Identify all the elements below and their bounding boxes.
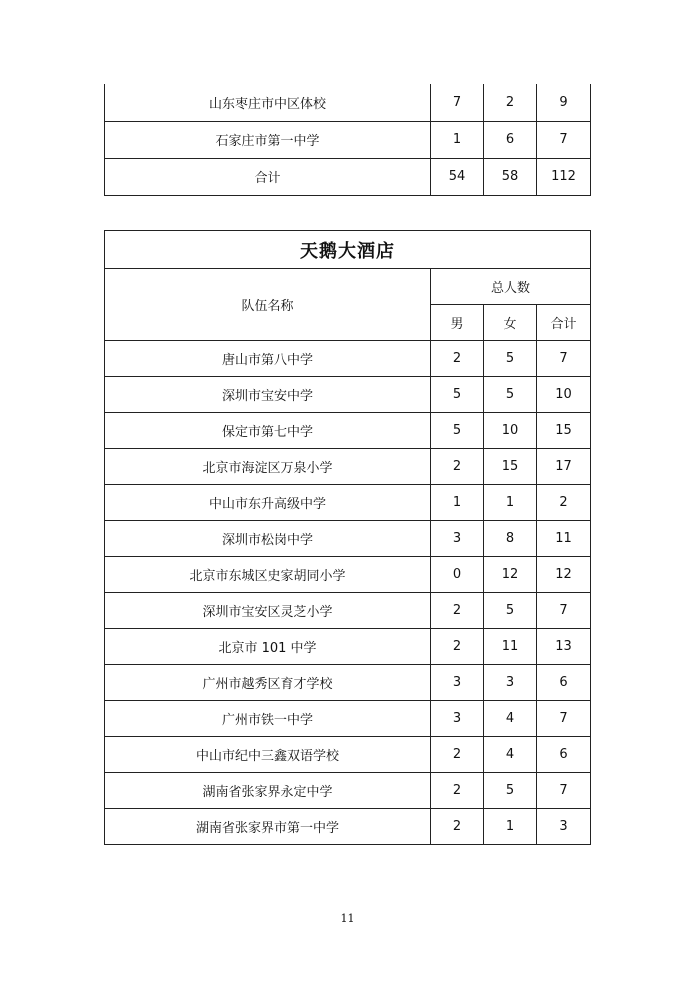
total-count-cell: 7 bbox=[537, 773, 591, 809]
team-name-cell: 深圳市宝安中学 bbox=[105, 377, 431, 413]
hotel-title: 天鹅大酒店 bbox=[105, 231, 591, 269]
female-count-cell: 5 bbox=[484, 341, 537, 377]
total-count-cell: 2 bbox=[537, 485, 591, 521]
female-count-cell: 5 bbox=[484, 377, 537, 413]
team-name-cell: 广州市越秀区育才学校 bbox=[105, 665, 431, 701]
female-count-cell: 3 bbox=[484, 665, 537, 701]
table-row bbox=[105, 557, 591, 593]
team-name-header: 队伍名称 bbox=[105, 269, 431, 341]
male-count-cell: 0 bbox=[431, 557, 484, 593]
female-count-cell: 11 bbox=[484, 629, 537, 665]
total-count-cell: 11 bbox=[537, 521, 591, 557]
team-name-cell: 中山市东升高级中学 bbox=[105, 485, 431, 521]
summary-label: 合计 bbox=[105, 158, 431, 195]
table-row bbox=[105, 449, 591, 485]
table-row bbox=[105, 737, 591, 773]
header-row bbox=[105, 269, 591, 305]
table-row bbox=[105, 809, 591, 845]
female-count-cell: 4 bbox=[484, 701, 537, 737]
male-count-cell: 2 bbox=[431, 809, 484, 845]
total-people-header: 总人数 bbox=[431, 269, 591, 305]
total-count-cell: 12 bbox=[537, 557, 591, 593]
female-count-cell: 1 bbox=[484, 485, 537, 521]
team-name-cell: 唐山市第八中学 bbox=[105, 341, 431, 377]
hotel-table-body bbox=[105, 341, 591, 845]
male-header: 男 bbox=[431, 305, 484, 341]
female-count-cell: 4 bbox=[484, 737, 537, 773]
team-name-cell: 中山市纪中三鑫双语学校 bbox=[105, 737, 431, 773]
team-name-cell: 山东枣庄市中区体校 bbox=[105, 84, 431, 121]
male-count-cell: 2 bbox=[431, 341, 484, 377]
female-count-cell: 6 bbox=[484, 121, 537, 158]
summary-row bbox=[105, 158, 591, 195]
team-name-cell: 湖南省张家界市第一中学 bbox=[105, 809, 431, 845]
summary-female: 58 bbox=[484, 158, 537, 195]
male-count-cell: 3 bbox=[431, 521, 484, 557]
hotel-roster-table bbox=[104, 230, 591, 845]
total-count-cell: 6 bbox=[537, 737, 591, 773]
total-count-cell: 3 bbox=[537, 809, 591, 845]
female-count-cell: 5 bbox=[484, 773, 537, 809]
male-count-cell: 2 bbox=[431, 737, 484, 773]
male-count-cell: 1 bbox=[431, 485, 484, 521]
team-name-cell: 保定市第七中学 bbox=[105, 413, 431, 449]
female-count-cell: 2 bbox=[484, 84, 537, 121]
team-name-cell: 深圳市松岗中学 bbox=[105, 521, 431, 557]
team-name-cell: 深圳市宝安区灵芝小学 bbox=[105, 593, 431, 629]
table-row bbox=[105, 593, 591, 629]
table-title-row bbox=[105, 231, 591, 269]
team-name-cell: 北京市 101 中学 bbox=[105, 629, 431, 665]
table-row bbox=[105, 413, 591, 449]
previous-hotel-table-continuation bbox=[104, 84, 591, 196]
male-count-cell: 7 bbox=[431, 84, 484, 121]
table-row bbox=[105, 701, 591, 737]
table-row bbox=[105, 377, 591, 413]
total-count-cell: 6 bbox=[537, 665, 591, 701]
total-count-cell: 7 bbox=[537, 341, 591, 377]
male-count-cell: 3 bbox=[431, 665, 484, 701]
team-name-cell: 湖南省张家界永定中学 bbox=[105, 773, 431, 809]
table-row bbox=[105, 341, 591, 377]
total-count-cell: 9 bbox=[537, 84, 591, 121]
total-count-cell: 15 bbox=[537, 413, 591, 449]
team-name-cell: 广州市铁一中学 bbox=[105, 701, 431, 737]
female-count-cell: 12 bbox=[484, 557, 537, 593]
female-count-cell: 10 bbox=[484, 413, 537, 449]
total-count-cell: 7 bbox=[537, 701, 591, 737]
male-count-cell: 5 bbox=[431, 413, 484, 449]
male-count-cell: 1 bbox=[431, 121, 484, 158]
female-count-cell: 5 bbox=[484, 593, 537, 629]
total-count-cell: 10 bbox=[537, 377, 591, 413]
team-name-cell: 石家庄市第一中学 bbox=[105, 121, 431, 158]
male-count-cell: 3 bbox=[431, 701, 484, 737]
total-count-cell: 7 bbox=[537, 121, 591, 158]
table-row bbox=[105, 773, 591, 809]
total-count-cell: 13 bbox=[537, 629, 591, 665]
male-count-cell: 2 bbox=[431, 593, 484, 629]
table-row bbox=[105, 665, 591, 701]
table-row bbox=[105, 629, 591, 665]
team-name-cell: 北京市海淀区万泉小学 bbox=[105, 449, 431, 485]
total-header: 合计 bbox=[537, 305, 591, 341]
male-count-cell: 2 bbox=[431, 773, 484, 809]
table-row bbox=[105, 121, 591, 158]
page-number: 11 bbox=[340, 912, 355, 925]
total-count-cell: 7 bbox=[537, 593, 591, 629]
male-count-cell: 2 bbox=[431, 449, 484, 485]
female-header: 女 bbox=[484, 305, 537, 341]
table-row bbox=[105, 485, 591, 521]
male-count-cell: 2 bbox=[431, 629, 484, 665]
female-count-cell: 15 bbox=[484, 449, 537, 485]
table-row bbox=[105, 84, 591, 121]
male-count-cell: 5 bbox=[431, 377, 484, 413]
table-row bbox=[105, 521, 591, 557]
female-count-cell: 1 bbox=[484, 809, 537, 845]
summary-total: 112 bbox=[537, 158, 591, 195]
team-name-cell: 北京市东城区史家胡同小学 bbox=[105, 557, 431, 593]
female-count-cell: 8 bbox=[484, 521, 537, 557]
total-count-cell: 17 bbox=[537, 449, 591, 485]
summary-male: 54 bbox=[431, 158, 484, 195]
